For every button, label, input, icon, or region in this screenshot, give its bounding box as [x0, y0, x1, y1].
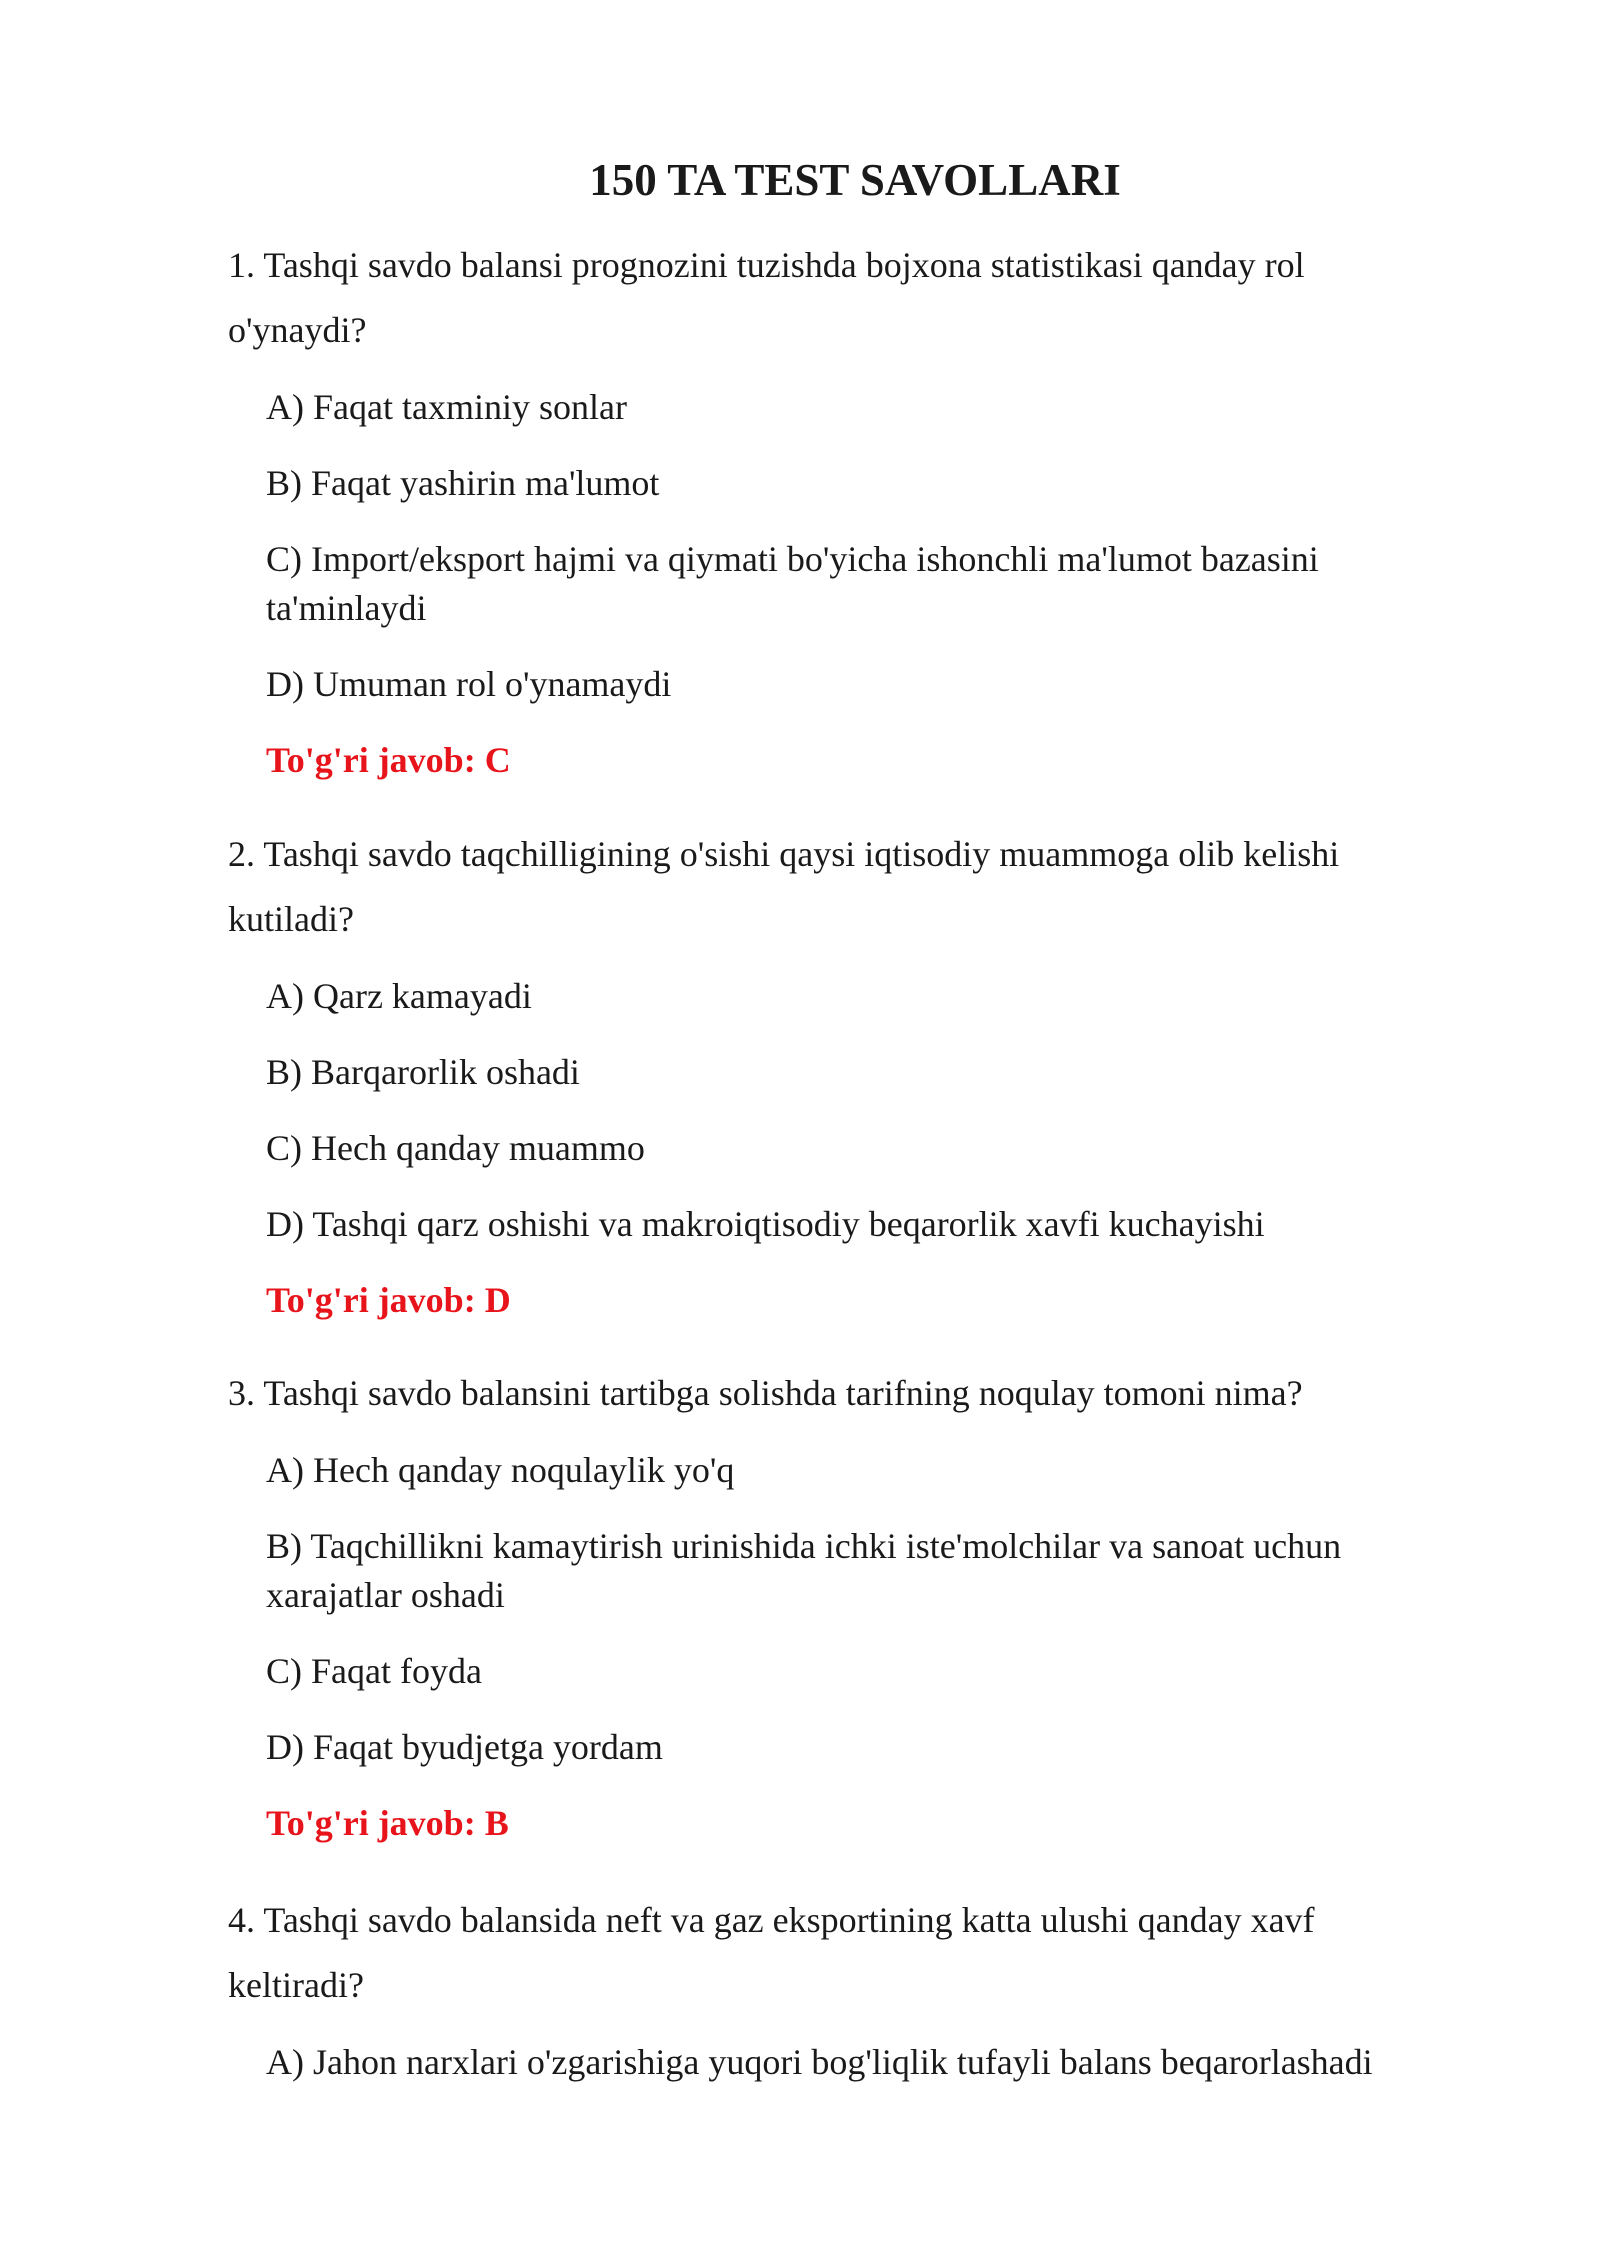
- question-1: [228, 233, 1428, 785]
- correct-answer: To'g'ri javob: B: [266, 1803, 509, 1843]
- option-d: D) Umuman rol o'ynamaydi: [266, 664, 672, 704]
- question-2: [228, 822, 1428, 1325]
- option-a: A) Qarz kamayadi: [266, 976, 532, 1016]
- question-text: 2. Tashqi savdo taqchilligining o'sishi qaysi iqtisodiy muammoga olib kelishi kutiladi?: [228, 834, 1340, 939]
- options-list: [228, 2038, 1428, 2087]
- option-d: D) Tashqi qarz oshishi va makroiqtisodiy beqarorlik xavfi kuchayishi: [266, 1204, 1265, 1244]
- question-4: [228, 1888, 1428, 2114]
- option-d: D) Faqat byudjetga yordam: [266, 1727, 663, 1767]
- correct-answer: To'g'ri javob: D: [266, 1280, 511, 1320]
- question-text: 3. Tashqi savdo balansini tartibga solishda tarifning noqulay tomoni nima?: [228, 1373, 1303, 1413]
- options-list: [228, 972, 1428, 1249]
- option-a: A) Faqat taxminiy sonlar: [266, 387, 627, 427]
- option-b: B) Faqat yashirin ma'lumot: [266, 463, 660, 503]
- question-text: 1. Tashqi savdo balansi prognozini tuzishda bojxona statistikasi qanday rol o'ynaydi?: [228, 245, 1305, 350]
- option-c: C) Import/eksport hajmi va qiymati bo'yicha ishonchli ma'lumot bazasini ta'minlaydi: [266, 539, 1319, 628]
- option-c: C) Hech qanday muammo: [266, 1128, 645, 1168]
- option-c: C) Faqat foyda: [266, 1651, 482, 1691]
- question-text: 4. Tashqi savdo balansida neft va gaz eksportining katta ulushi qanday xavf keltiradi?: [228, 1900, 1315, 2005]
- document-title: 150 TA TEST SAVOLLARI: [589, 155, 1121, 205]
- options-list: [228, 1446, 1428, 1772]
- question-3: [228, 1361, 1428, 1848]
- correct-answer: To'g'ri javob: C: [266, 740, 511, 780]
- options-list: [228, 383, 1428, 709]
- option-b: B) Barqarorlik oshadi: [266, 1052, 580, 1092]
- option-b: B) Taqchillikni kamaytirish urinishida ichki iste'molchilar va sanoat uchun xarajatlar oshadi: [266, 1526, 1342, 1615]
- option-a: A) Jahon narxlari o'zgarishiga yuqori bog'liqlik tufayli balans beqarorlashadi: [266, 2042, 1373, 2082]
- option-a: A) Hech qanday noqulaylik yo'q: [266, 1450, 735, 1490]
